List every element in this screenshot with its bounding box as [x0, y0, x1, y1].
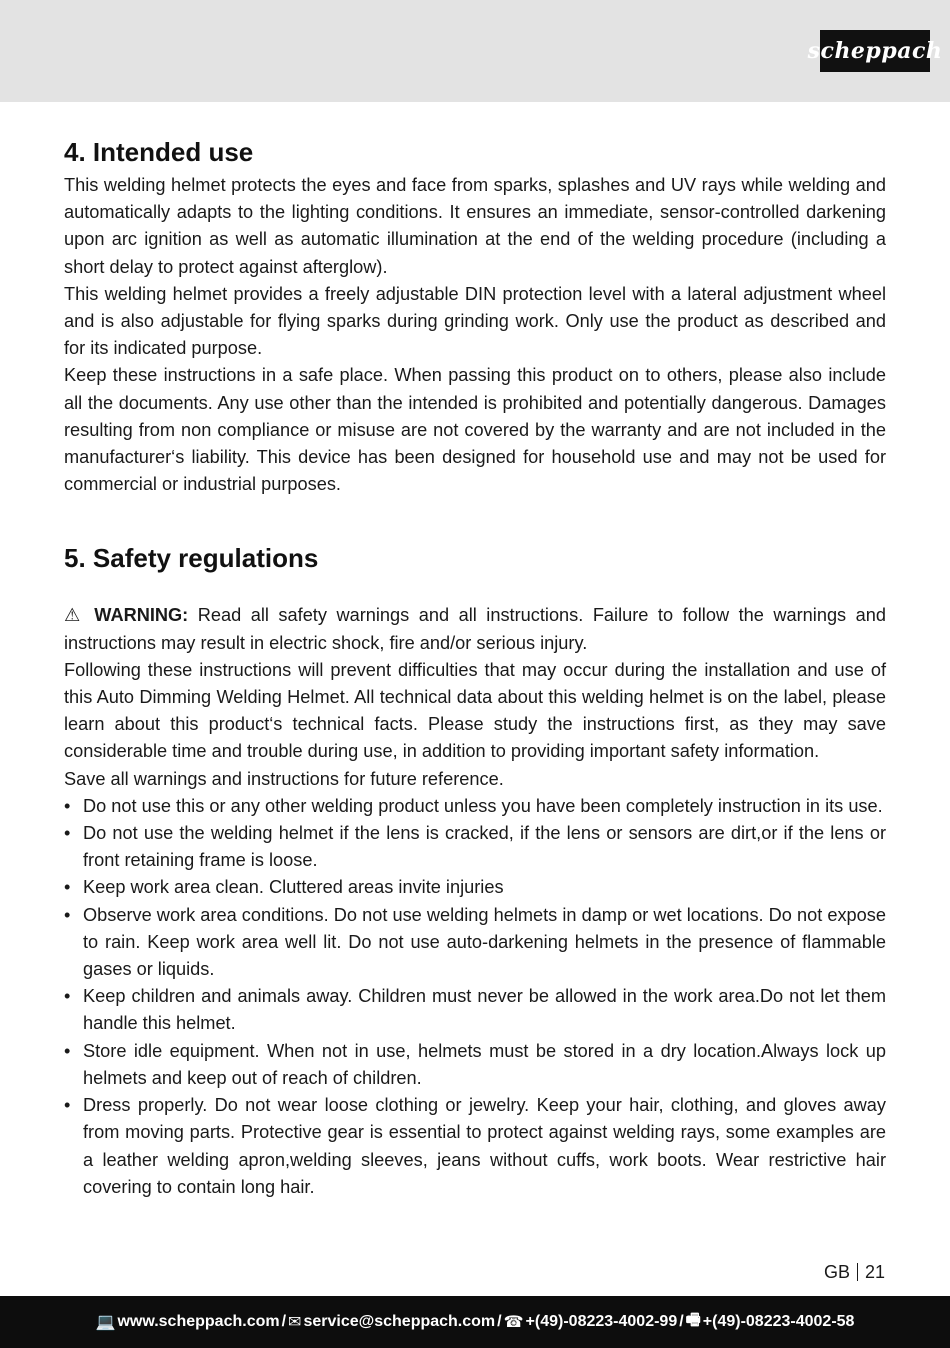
list-item — [64, 793, 886, 820]
section-5-paragraph: Save all warnings and instructions for future reference. — [64, 768, 504, 789]
warning-text: Read all safety warnings and all instructions. Failure to follow the warnings and instructions may result in electric shock, fire and/or serious injury. — [64, 605, 887, 653]
list-item — [64, 1092, 886, 1201]
phone-number: +(49)-08223-4002-99 — [525, 1313, 678, 1330]
list-item-text: Keep children and animals away. Children must never be allowed in the work area.Do not let them handle this helmet. — [83, 986, 886, 1034]
list-item — [64, 1038, 886, 1092]
page-content — [64, 132, 886, 1201]
computer-icon: 💻 — [95, 1314, 116, 1331]
section-4-heading: 4. Intended use — [64, 137, 254, 167]
list-item-text: Do not use this or any other welding product unless you have been completely instruction in its use. — [83, 795, 883, 816]
warning-paragraph — [64, 602, 886, 656]
website-link[interactable]: www.scheppach.com — [117, 1313, 280, 1330]
footer-separator: / — [679, 1313, 684, 1330]
list-item — [64, 902, 886, 984]
bullet-icon: • — [64, 795, 71, 816]
section-4-paragraph: This welding helmet provides a freely adjustable DIN protection level with a lateral adjustment wheel and is also adjustable for flying sparks during grinding work. Only use the product as described and for its indicated purpose. — [64, 283, 886, 359]
list-item-text: Keep work area clean. Cluttered areas invite injuries — [83, 877, 504, 898]
list-item-text: Dress properly. Do not wear loose clothing or jewelry. Keep your hair, clothing, and gloves away from moving parts. Protective gear is essential to protect against welding rays, some examples are a leather welding apron,welding sleeves, jeans without cuffs, work boots. Wear restrictive hair covering to contain long hair. — [83, 1095, 886, 1197]
list-item-text: Observe work area conditions. Do not use welding helmets in damp or wet locations. Do not expose to rain. Keep work area well lit. Do not use auto-darkening helmets in the presence of flammable gases or liquids. — [83, 904, 886, 980]
section-5-heading: 5. Safety regulations — [64, 543, 319, 574]
warning-triangle-icon: ⚠ — [64, 605, 85, 626]
page-number-divider — [857, 1263, 858, 1281]
footer-separator: / — [281, 1313, 287, 1330]
bullet-icon: • — [64, 986, 71, 1007]
page-header-band — [0, 0, 950, 102]
section-4-paragraph: Keep these instructions in a safe place. When passing this product on to others, please also include all the documents. Any use other than the intended is prohibited and potentially dangerous. Damages resulting from non compliance or misuse are not covered by the warranty and are not included in the manufacturer‘s liability. This device has been designed for household use and may not be used for commercial or industrial purposes. — [64, 365, 886, 495]
brand-logo-text: scheppach — [807, 38, 943, 64]
list-item — [64, 874, 886, 901]
fax-icon: 🖷 — [685, 1311, 701, 1329]
page-number-value: 21 — [864, 1262, 885, 1282]
bullet-icon: • — [64, 904, 71, 925]
list-item — [64, 983, 886, 1037]
fax-number: +(49)-08223-4002-58 — [702, 1313, 855, 1330]
list-item-text: Do not use the welding helmet if the lens is cracked, if the lens or sensors are dirt,or if the lens or front retaining frame is loose. — [83, 823, 886, 871]
page-number — [824, 1262, 885, 1283]
bullet-icon: • — [64, 823, 71, 844]
brand-logo — [807, 30, 943, 72]
footer-separator: / — [497, 1313, 502, 1330]
contact-footer — [0, 1296, 950, 1348]
bullet-icon: • — [64, 1040, 71, 1061]
phone-icon: ☎ — [503, 1314, 524, 1331]
list-item — [64, 820, 886, 874]
page-language-code: GB — [823, 1262, 850, 1282]
bullet-icon: • — [64, 1095, 71, 1116]
list-item-text: Store idle equipment. When not in use, helmets must be stored in a dry location.Always lock up helmets and keep out of reach of children. — [83, 1040, 886, 1088]
section-5-paragraph: Following these instructions will prevent difficulties that may occur during the installation and use of this Auto Dimming Welding Helmet. All technical data about this welding helmet is on the label, please learn about this product‘s technical facts. Please study the instructions first, as they may save considerable time and trouble during use, in addition to providing important safety information. — [64, 659, 886, 762]
mail-icon: ✉ — [288, 1314, 302, 1331]
warning-label: WARNING: — [94, 605, 189, 626]
safety-bullet-list — [64, 793, 886, 1201]
bullet-icon: • — [64, 877, 71, 898]
section-4-paragraph: This welding helmet protects the eyes and face from sparks, splashes and UV rays while welding and automatically adapts to the lighting conditions. It ensures an immediate, sensor-controlled darkening upon arc ignition as well as automatic illumination at the end of the welding procedure (including a short delay to protect against afterglow). — [64, 175, 886, 277]
email-link[interactable]: service@scheppach.com — [303, 1313, 496, 1330]
